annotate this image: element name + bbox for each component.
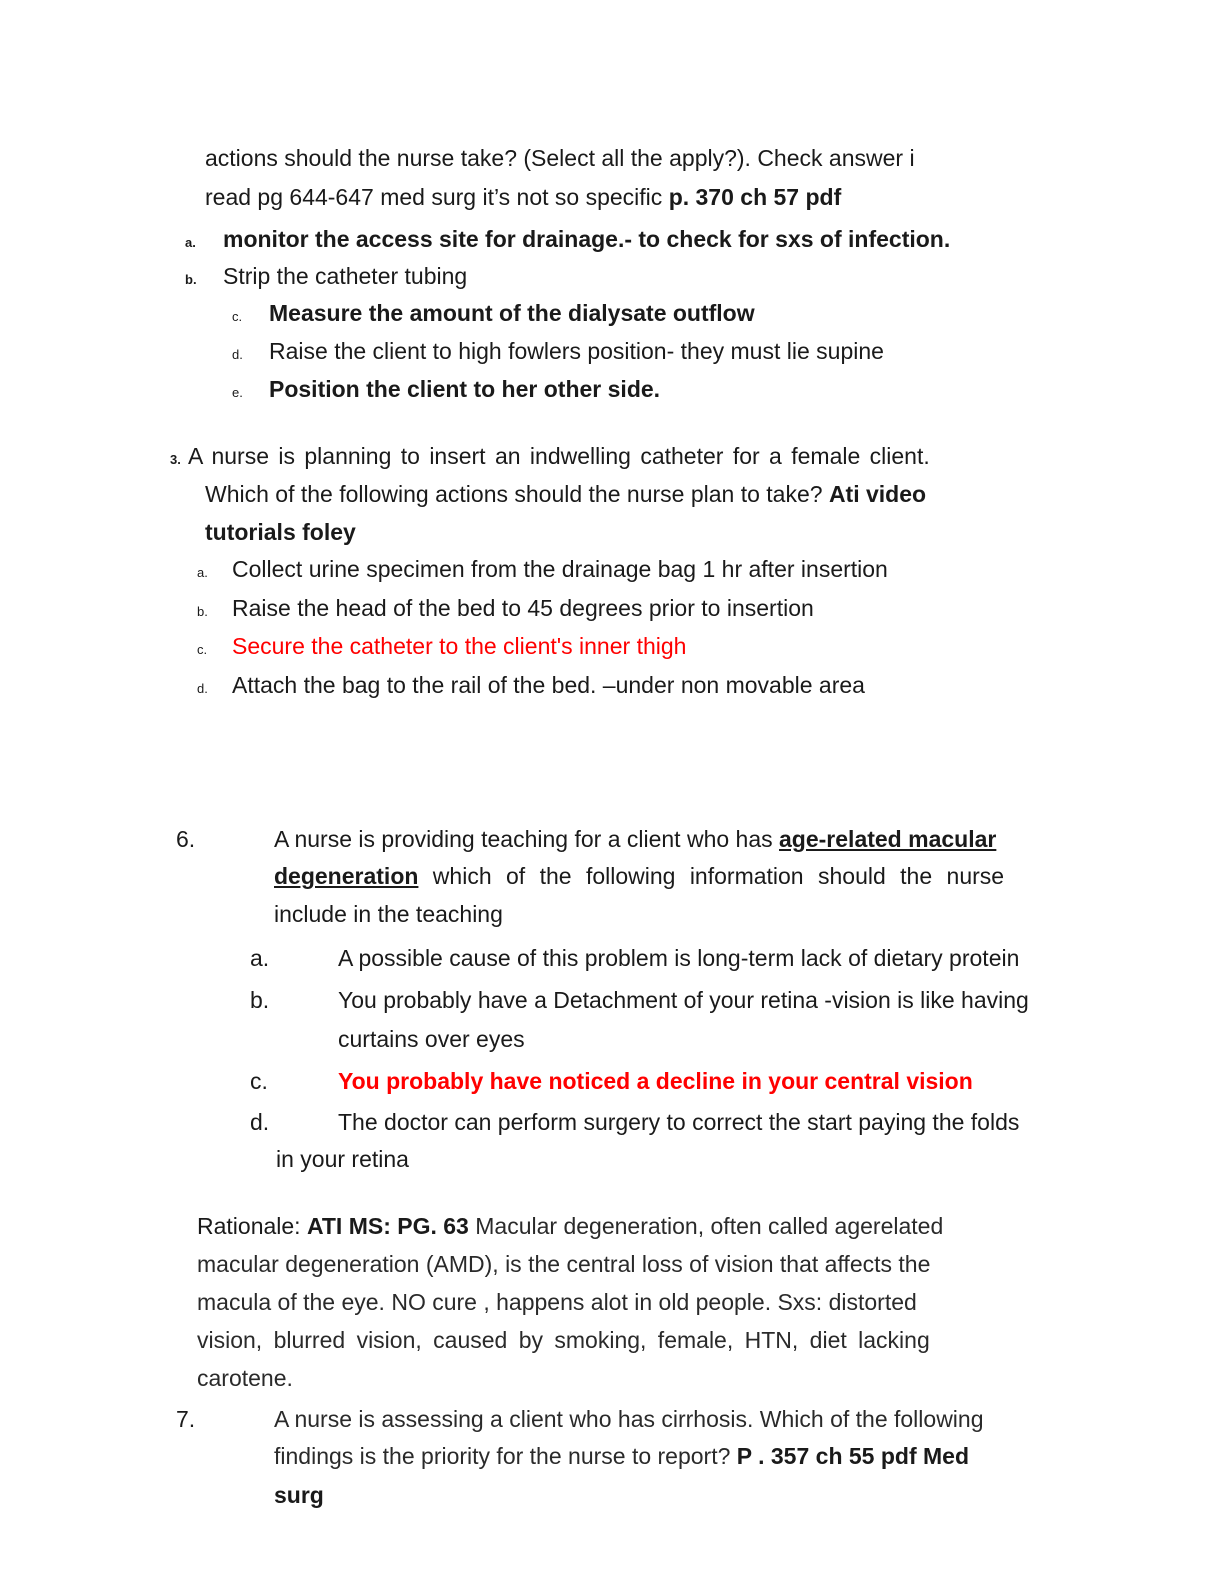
q2-option-marker: a. [185, 235, 196, 250]
q7-stem-line2 [274, 1443, 969, 1471]
q2-option-c [232, 300, 755, 328]
q7-number: 7. [176, 1406, 196, 1432]
q3-stem-line1 [170, 443, 930, 471]
q6-stem-text: A nurse is providing teaching for a client who has [274, 826, 780, 852]
q2-reference: p. 370 ch 57 pdf [668, 184, 842, 210]
q6-option-c [250, 1068, 973, 1096]
q6-stem-text: which of the following information should the nurse [418, 863, 1005, 889]
q6-option-a [250, 945, 1019, 973]
q2-option-text: Measure the amount of the dialysate outflow [269, 300, 755, 326]
q6-option-text: A possible cause of this problem is long-term lack of dietary protein [338, 945, 1020, 971]
q7-reference: P . 357 ch 55 pdf Med [736, 1443, 970, 1469]
q7-stem-line1: A nurse is assessing a client who has cirrhosis. Which of the following [274, 1406, 984, 1432]
q6-option-text: The doctor can perform surgery to correct the start paying the folds [338, 1109, 1020, 1135]
q3-option-text: Attach the bag to the rail of the bed. –under non movable area [232, 672, 865, 698]
q3-option-a [197, 556, 888, 584]
q6-option-marker: a. [250, 945, 270, 971]
rationale-line2: macular degeneration (AMD), is the central loss of vision that affects the [197, 1251, 931, 1277]
q3-option-text-correct: Secure the catheter to the client's inner thigh [232, 633, 687, 659]
q2-option-text: Strip the catheter tubing [223, 263, 468, 289]
q2-stem-line2 [205, 184, 841, 212]
q3-option-marker: a. [197, 565, 208, 580]
q2-option-text: monitor the access site for drainage.- to check for sxs of infection. [223, 226, 951, 252]
q6-number: 6. [176, 826, 196, 852]
q3-option-text: Collect urine specimen from the drainage bag 1 hr after insertion [232, 556, 888, 582]
q6-option-text-correct: You probably have noticed a decline in your central vision [338, 1068, 973, 1094]
q3-stem-line2-text: Which of the following actions should the nurse plan to take? [205, 481, 829, 507]
q6-option-d-cont: in your retina [276, 1146, 409, 1172]
q6-option-d [250, 1109, 1019, 1137]
rationale-line5: carotene. [197, 1365, 293, 1391]
rationale-line1 [197, 1213, 943, 1241]
q3-stem-line2 [205, 481, 926, 509]
q2-option-a [185, 226, 950, 254]
q6-option-marker: c. [250, 1068, 268, 1094]
q7-stem-text: findings is the priority for the nurse to report? [274, 1443, 737, 1469]
rationale-label: Rationale: [197, 1213, 307, 1239]
q6-option-marker: d. [250, 1109, 270, 1135]
q6-highlight-term: age-related macular [779, 826, 997, 852]
q2-option-b [185, 263, 467, 291]
q2-option-marker: d. [232, 347, 243, 362]
q6-option-marker: b. [250, 987, 270, 1013]
q3-option-marker: c. [197, 642, 208, 657]
q3-option-c [197, 633, 686, 661]
q3-option-text: Raise the head of the bed to 45 degrees prior to insertion [232, 595, 814, 621]
q6-stem-line1 [274, 826, 996, 854]
q3-option-marker: b. [197, 604, 208, 619]
q2-option-marker: b. [185, 272, 197, 287]
q3-number: 3. [170, 452, 181, 467]
rationale-line4: vision, blurred vision, caused by smoking, female, HTN, diet lacking [197, 1327, 930, 1353]
q6-option-b [250, 987, 1029, 1015]
rationale-reference: ATI MS: PG. 63 [306, 1213, 476, 1239]
q6-stem-line2 [274, 863, 1054, 891]
rationale-line3: macula of the eye. NO cure , happens alot in old people. Sxs: distorted [197, 1289, 917, 1315]
q2-option-text: Position the client to her other side. [269, 376, 661, 402]
q2-option-d [232, 338, 884, 366]
q3-stem-text: A nurse is planning to insert an indwelling catheter for a female client. [188, 443, 930, 469]
q2-option-marker: c. [232, 309, 243, 324]
rationale-text: Macular degeneration, often called agerelated [475, 1213, 944, 1239]
q3-stem-line3: tutorials foley [205, 519, 356, 545]
q3-option-d [197, 672, 865, 700]
q6-option-text: You probably have a Detachment of your retina -vision is like having [338, 987, 1029, 1013]
q3-option-marker: d. [197, 681, 208, 696]
q2-option-marker: e. [232, 385, 243, 400]
q2-stem-line1: actions should the nurse take? (Select all the apply?). Check answer i [205, 145, 915, 171]
q3-option-b [197, 595, 814, 623]
q7-stem-line3: surg [274, 1482, 324, 1508]
q2-option-text: Raise the client to high fowlers position- they must lie supine [269, 338, 884, 364]
q2-stem-line2-text: read pg 644-647 med surg it’s not so specific [205, 184, 669, 210]
q3-reference: Ati video [828, 481, 927, 507]
q6-highlight-term: degeneration [274, 863, 419, 889]
q6-stem-line3: include in the teaching [274, 901, 503, 927]
q2-option-e [232, 376, 660, 404]
q6-option-b-cont: curtains over eyes [338, 1026, 525, 1052]
